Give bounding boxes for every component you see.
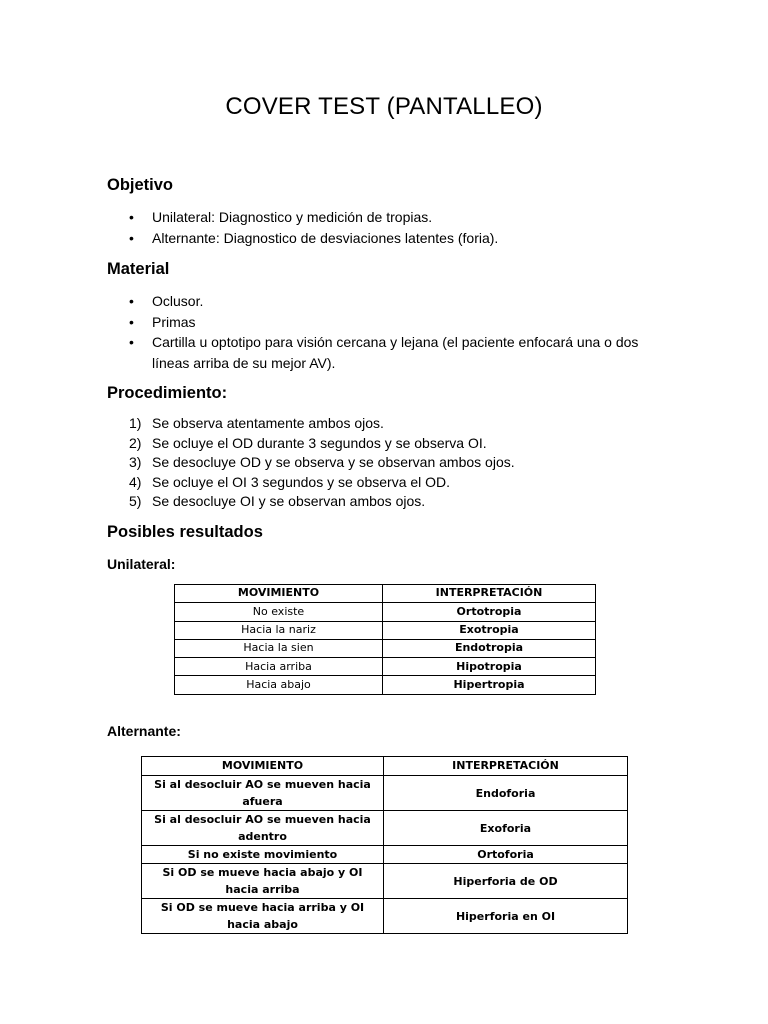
table-cell: Hipotropia bbox=[383, 658, 596, 676]
list-item bbox=[129, 414, 515, 434]
column-header-interpretacion: INTERPRETACIÓN bbox=[384, 757, 628, 776]
list-item: • Oclusor. bbox=[129, 291, 674, 312]
table-row bbox=[175, 639, 596, 657]
table-cell: Hipertropia bbox=[383, 676, 596, 694]
table-cell: Exotropia bbox=[383, 621, 596, 639]
table-cell: Endoforia bbox=[384, 776, 628, 811]
table-cell: No existe bbox=[175, 603, 383, 621]
procedimiento-list bbox=[129, 414, 515, 512]
objetivo-heading: Objetivo bbox=[107, 176, 174, 194]
table-row bbox=[142, 811, 628, 846]
table-cell: Si no existe movimiento bbox=[142, 846, 384, 864]
unilateral-table bbox=[174, 584, 596, 695]
list-item: • Unilateral: Diagnostico y medición de tropias. bbox=[129, 207, 674, 228]
table-cell: Si al desocluir AO se mueven hacia adentro bbox=[142, 811, 384, 846]
column-header-movimiento: MOVIMIENTO bbox=[175, 585, 383, 603]
table-row bbox=[175, 676, 596, 694]
table-header-row bbox=[142, 757, 628, 776]
column-header-interpretacion: INTERPRETACIÓN bbox=[383, 585, 596, 603]
objetivo-list bbox=[129, 207, 674, 248]
list-item bbox=[129, 473, 515, 493]
material-heading: Material bbox=[107, 260, 170, 278]
table-cell: Ortoforia bbox=[384, 846, 628, 864]
table-row bbox=[142, 864, 628, 899]
alternante-label: Alternante: bbox=[107, 723, 181, 739]
list-item: • Cartilla u optotipo para visión cercana y lejana (el paciente enfocará una o dos líneas arriba de su mejor AV). bbox=[129, 332, 674, 373]
table-cell: Si OD se mueve hacia abajo y OI hacia arriba bbox=[142, 864, 384, 899]
table-cell: Endotropia bbox=[383, 639, 596, 657]
table-row bbox=[175, 621, 596, 639]
list-item: • Primas bbox=[129, 312, 674, 333]
list-item bbox=[129, 453, 515, 473]
table-row bbox=[142, 776, 628, 811]
table-header-row bbox=[175, 585, 596, 603]
list-text: Se observa atentamente ambos ojos. bbox=[152, 415, 384, 431]
list-number: 5) bbox=[129, 493, 142, 509]
table-cell: Si al desocluir AO se mueven hacia afuera bbox=[142, 776, 384, 811]
alternante-table bbox=[141, 756, 628, 934]
list-item bbox=[129, 434, 515, 454]
table-cell: Hiperforia en OI bbox=[384, 899, 628, 934]
resultados-heading: Posibles resultados bbox=[107, 523, 263, 541]
table-cell: Hiperforia de OD bbox=[384, 864, 628, 899]
list-number: 3) bbox=[129, 454, 142, 470]
table-cell: Hacia arriba bbox=[175, 658, 383, 676]
table-row bbox=[142, 846, 628, 864]
table-row bbox=[142, 899, 628, 934]
list-number: 2) bbox=[129, 434, 142, 451]
column-header-movimiento: MOVIMIENTO bbox=[142, 757, 384, 776]
table-cell: Hacia abajo bbox=[175, 676, 383, 694]
page-title: COVER TEST (PANTALLEO) bbox=[225, 93, 543, 120]
table-row bbox=[175, 603, 596, 621]
list-number: 1) bbox=[129, 415, 142, 431]
table-cell: Hacia la nariz bbox=[175, 621, 383, 639]
list-item: • Alternante: Diagnostico de desviaciones latentes (foria). bbox=[129, 228, 674, 249]
table-cell: Hacia la sien bbox=[175, 639, 383, 657]
table-cell: Exoforia bbox=[384, 811, 628, 846]
unilateral-label: Unilateral: bbox=[107, 556, 176, 572]
list-item bbox=[129, 492, 515, 512]
list-number: 4) bbox=[129, 473, 142, 490]
material-list bbox=[129, 291, 674, 373]
table-cell: Si OD se mueve hacia arriba y OI hacia abajo bbox=[142, 899, 384, 934]
procedimiento-heading: Procedimiento: bbox=[107, 384, 228, 402]
list-text: Se ocluye el OI 3 segundos y se observa el OD. bbox=[152, 473, 451, 490]
table-row bbox=[175, 658, 596, 676]
table-cell: Ortotropia bbox=[383, 603, 596, 621]
list-text: Se ocluye el OD durante 3 segundos y se observa OI. bbox=[152, 434, 487, 451]
list-text: Se desocluye OD y se observa y se observan ambos ojos. bbox=[152, 454, 515, 470]
list-text: Se desocluye OI y se observan ambos ojos. bbox=[152, 493, 426, 509]
